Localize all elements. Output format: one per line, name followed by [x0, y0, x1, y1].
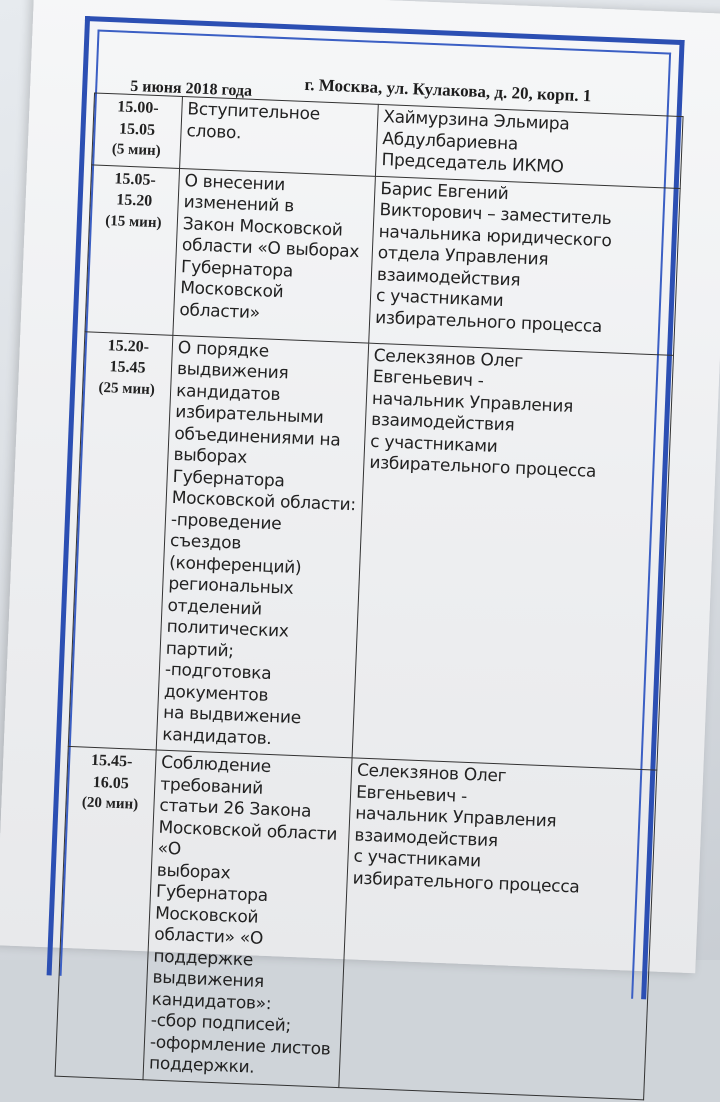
speaker-line: Викторович – заместитель	[379, 199, 612, 230]
topic-line: региональных отделений	[167, 573, 294, 620]
speaker-line: начальник Управления	[354, 803, 557, 832]
speaker-line: избирательного процесса	[374, 307, 603, 337]
speaker-line: Селекзянов Олег	[373, 345, 524, 372]
topic-line: Соблюдение требований	[159, 752, 272, 799]
topic-line: кандидатов	[175, 380, 281, 405]
topic-line: кандидатов.	[161, 724, 272, 749]
agenda-content	[55, 58, 685, 1099]
speaker-line: начальник Управления	[371, 388, 574, 417]
topic-line: объединениями на	[174, 423, 341, 451]
speaker-line: с участниками	[375, 285, 504, 312]
topic-line: О внесении изменений в	[183, 170, 295, 217]
time-cell	[55, 746, 156, 1079]
topic-line: -сбор подписей;	[150, 1010, 292, 1037]
duration: (15 мин)	[104, 212, 162, 231]
speaker-line: с участниками	[369, 431, 498, 457]
speaker-line: взаимодействия	[376, 264, 521, 291]
time-range: 15.45-16.05	[90, 751, 133, 792]
speaker-line: отдела Управления	[377, 242, 549, 270]
topic-line: Вступительное слово.	[186, 99, 321, 143]
topic-line: О порядке выдвижения	[176, 337, 289, 384]
speaker-line: Барис Евгений	[380, 178, 509, 204]
meeting-address: г. Москва, ул. Кулакова, д. 20, корп. 1	[304, 74, 592, 106]
topic-cell	[173, 168, 376, 343]
topic-line: (конференций)	[168, 552, 302, 578]
time-cell	[85, 164, 180, 334]
speaker-cell	[375, 104, 683, 188]
speaker-line: Селекзянов Олег	[356, 760, 507, 787]
speaker-line: начальника юридического	[378, 221, 612, 251]
duration: (25 мин)	[98, 379, 156, 398]
topic-line: области»	[179, 299, 261, 323]
topic-line: -проведение съездов	[169, 509, 282, 554]
speaker-line: Евгеньевич -	[355, 782, 468, 807]
topic-line: избирательными	[174, 401, 324, 428]
speaker-cell	[339, 758, 657, 1099]
duration: (5 мин)	[111, 141, 161, 160]
speaker-line: избирательного процесса	[369, 452, 597, 482]
topic-line: области «О выборах	[181, 235, 360, 263]
speaker-line: Евгеньевич -	[372, 366, 484, 392]
speaker-cell	[352, 343, 673, 770]
meeting-date: 5 июня 2018 года	[129, 77, 253, 100]
topic-line: -оформление листов	[149, 1031, 331, 1060]
time-cell	[68, 331, 173, 750]
speaker-line: Председатель ИКМО	[381, 150, 564, 178]
topic-line: Московской области» «О	[153, 903, 264, 949]
agenda-body	[55, 93, 683, 1099]
topic-line: Московской области:	[171, 487, 357, 516]
time-range: 15.20-15.45	[107, 336, 150, 377]
topic-line: выборах Губернатора	[172, 444, 285, 491]
speaker-line: Хаймурзина Эльмира	[382, 107, 570, 135]
speaker-line: взаимодействия	[354, 824, 499, 851]
speaker-line: взаимодействия	[370, 409, 515, 436]
topic-cell	[143, 750, 352, 1087]
speaker-line: Абдулбариевна	[382, 128, 519, 154]
topic-line: поддержке выдвижения	[152, 946, 265, 992]
topic-line: статьи 26 Закона	[159, 795, 312, 822]
speaker-line: с участниками	[353, 846, 482, 872]
agenda-row	[85, 164, 680, 355]
speaker-line: избирательного процесса	[352, 867, 580, 898]
topic-line: Губернатора Московской	[179, 256, 294, 303]
time-range: 15.05-15.20	[114, 169, 157, 210]
duration: (20 мин)	[81, 794, 139, 813]
time-range: 15.00-15.05	[116, 98, 159, 139]
topic-line: -подготовка документов	[163, 659, 272, 706]
topic-cell	[156, 335, 369, 758]
topic-line: Закон Московской	[182, 213, 344, 241]
topic-line: Московской области «О	[157, 817, 338, 860]
topic-line: поддержки.	[148, 1053, 255, 1078]
topic-line: выборах Губернатора	[155, 860, 269, 907]
agenda-row	[55, 746, 657, 1099]
topic-cell	[180, 96, 379, 175]
agenda-row	[68, 331, 673, 770]
agenda-table	[55, 92, 684, 1099]
topic-line: кандидатов»:	[151, 988, 272, 1014]
time-cell	[92, 93, 183, 168]
topic-line: политических партий;	[165, 616, 289, 661]
speaker-cell	[369, 176, 680, 355]
topic-line: на выдвижение	[162, 702, 302, 729]
